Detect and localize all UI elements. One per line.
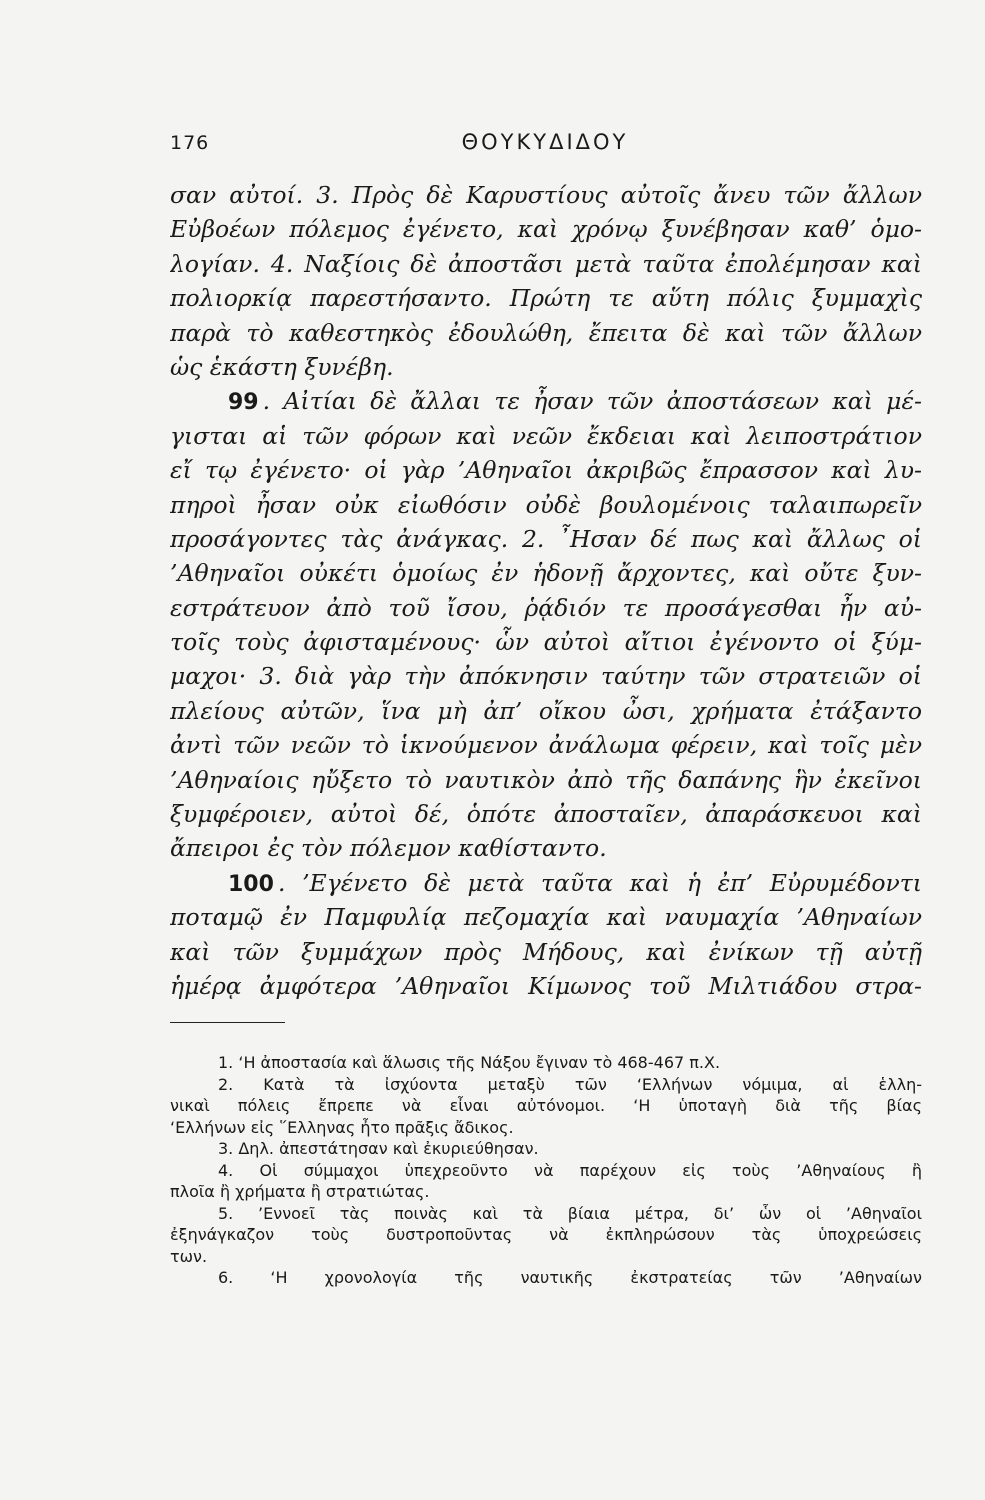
text-line: πηροὶ ἦσαν οὐκ εἰωθόσιν οὐδὲ βουλομένοις ταλαιπωρεῖν [170,490,922,519]
footnote-4-line: πλοῖα ἢ χρήματα ἢ στρατιώτας. [170,1182,430,1201]
text-line: ἡμέρᾳ ἀμφότερα ’Αθηναῖοι Κίμωνος τοῦ Μιλτιάδου στρα- [170,971,922,1000]
text-line: ὡς ἑκάστη ξυνέβη. [170,352,394,381]
text-line: εἴ τῳ ἐγένετο· οἱ γὰρ ’Αθηναῖοι ἀκριβῶς ἔπρασσον καὶ λυ- [170,456,922,485]
footnotes [170,1052,922,1289]
footnote-1: 1. ‘Η ἀποστασία καὶ ἅλωσις τῆς Νάξου ἔγιναν τὸ 468-467 π.Χ. [218,1053,721,1072]
footnote-4: 4. Οἱ σύμμαχοι ὑπεχρεοῦντο νὰ παρέχουν εἰς τοὺς ’Αθηναίους ἢ [218,1160,922,1180]
chapter-number-100: 100 [228,871,274,897]
text-line: σαν αὐτοί. 3. Πρὸς δὲ Καρυστίους αὐτοῖς ἄνευ τῶν ἄλλων [170,181,922,209]
text-line: μαχοι· 3. διὰ γὰρ τὴν ἀπόκνησιν ταύτην τῶν στρατειῶν οἱ [170,662,922,691]
text-line: πλείους αὐτῶν, ἵνα μὴ ἀπ’ οἴκου ὦσι, χρήματα ἐτάξαντο [170,696,922,725]
chapter-99-opening: . Αἰτίαι δὲ ἄλλαι τε ἦσαν τῶν ἀποστάσεων καὶ μέ- [262,387,922,416]
text-line: ξυμφέροιεν, αὐτοὶ δέ, ὁπότε ἀποσταῖεν, ἀπαράσκευοι καὶ [170,800,922,829]
text-line: τοῖς τοὺς ἀφισταμένους· ὧν αὐτοὶ αἴτιοι ἐγένοντο οἱ ξύμ- [170,628,922,657]
text-line: καὶ τῶν ξυμμάχων πρὸς Μήδους, καὶ ἐνίκων τῇ αὐτῇ [170,937,922,966]
text-line: εστράτευον ἀπὸ τοῦ ἴσου, ῥᾴδιόν τε προσάγεσθαι ἦν αὐ- [170,593,922,622]
text-line: πολιορκίᾳ παρεστήσαντο. Πρώτη τε αὕτη πόλις ξυμμαχὶς [170,284,922,313]
text-line: προσάγοντες τὰς ἀνάγκας. 2. ῏Ησαν δέ πως καὶ ἄλλως οἱ [170,524,922,553]
chapter-100-first-line [170,866,922,900]
footnote-2: 2. Κατὰ τὰ ἰσχύοντα μεταξὺ τῶν ‘Ελλήνων νόμιμα, αἱ ἑλλη- [218,1074,922,1094]
footnote-separator [170,1022,285,1023]
text-line: ’Αθηναίοις ηὔξετο τὸ ναυτικὸν ἀπὸ τῆς δαπάνης ἣν ἐκεῖνοι [170,765,922,794]
main-text [170,178,922,1003]
footnote-2-line: ‘Ελλήνων εἰς ῞Ελληνας ἦτο πρᾶξις ἄδικος. [170,1117,514,1137]
footnote-5-line: ἐξηνάγκαζον τοὺς δυστροποῦντας νὰ ἐκπληρώσουν τὰς ὑποχρεώσεις [170,1225,922,1244]
text-line: παρὰ τὸ καθεστηκὸς ἐδουλώθη, ἔπειτα δὲ καὶ τῶν ἄλλων [170,318,922,347]
page-header [170,124,920,164]
text-line: ποταμῷ ἐν Παμφυλίᾳ πεζομαχία καὶ ναυμαχία ’Αθηναίων [170,903,922,932]
footnote-2-line: νικαὶ πόλεις ἔπρεπε νὰ εἶναι αὐτόνομοι. ‘Η ὑποταγὴ διὰ τῆς βίας [170,1096,922,1115]
chapter-99-first-line [170,384,922,418]
chapter-number-99: 99 [228,390,259,416]
footnote-3: 3. Δηλ. ἀπεστάτησαν καὶ ἐκυριεύθησαν. [218,1139,539,1158]
footnote-5: 5. ’Εννοεῖ τὰς ποινὰς καὶ τὰ βίαια μέτρα, δι’ ὧν οἱ ’Αθηναῖοι [218,1203,922,1223]
text-line: γισται αἱ τῶν φόρων καὶ νεῶν ἔκδειαι καὶ λειποστράτιον [170,421,922,450]
running-title: ΘΟΥΚΥΔΙΔΟΥ [461,130,629,154]
text-line: ἄπειροι ἐς τὸν πόλεμον καθίσταντο. [170,834,607,863]
text-line: ἀντὶ τῶν νεῶν τὸ ἱκνούμενον ἀνάλωμα φέρειν, καὶ τοῖς μὲν [170,731,922,760]
footnote-6: 6. ‘Η χρονολογία τῆς ναυτικῆς ἐκστρατείας τῶν ’Αθηναίων [218,1268,922,1287]
page-number: 176 [170,132,210,154]
footnote-5-line: των. [170,1246,208,1266]
text-line: ’Αθηναῖοι οὐκέτι ὁμοίως ἐν ἡδονῇ ἄρχοντες, καὶ οὔτε ξυν- [170,559,922,588]
chapter-100-opening: . ’Εγένετο δὲ μετὰ ταῦτα καὶ ἡ ἐπ’ Εὐρυμέδοντι [277,868,922,897]
text-line: λογίαν. 4. Ναξίοις δὲ ἀποστᾶσι μετὰ ταῦτα ἐπολέμησαν καὶ [170,249,922,278]
text-line: Εὐβοέων πόλεμος ἐγένετο, καὶ χρόνῳ ξυνέβησαν καθ’ ὁμο- [170,215,922,244]
